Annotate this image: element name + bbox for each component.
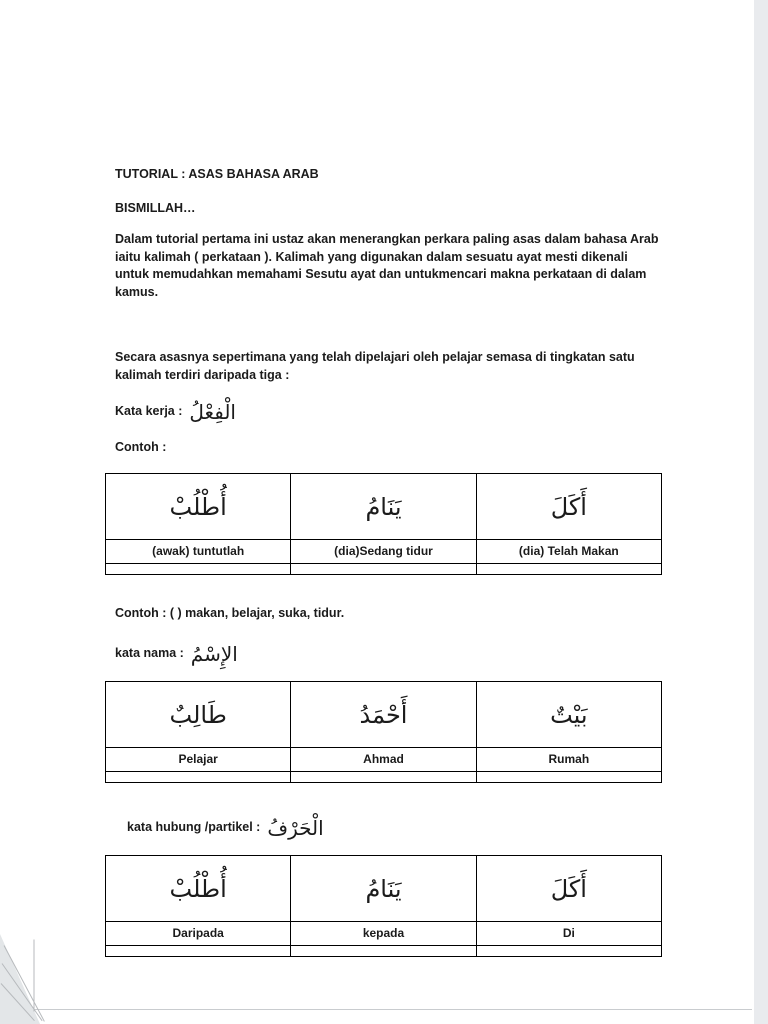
table-cell-label: Rumah xyxy=(476,748,661,772)
kata-nama-arabic: الإِسْمُ xyxy=(190,642,238,666)
table-cell-empty xyxy=(291,772,476,783)
table-cell-arabic: أُطْلُبْ xyxy=(106,856,291,922)
table-cell-arabic: يَنَامُ xyxy=(291,856,476,922)
table-cell-label: (dia) Telah Makan xyxy=(476,540,661,564)
kata-kerja-arabic: الْفِعْلُ xyxy=(189,400,236,424)
table-cell-empty xyxy=(291,946,476,957)
kata-hubung-heading xyxy=(127,813,663,843)
table-row xyxy=(106,682,662,748)
kata-hubung-table xyxy=(105,855,662,957)
table-row xyxy=(106,772,662,783)
kata-kerja-label: Kata kerja : xyxy=(115,404,183,419)
kata-hubung-arabic: الْحَرْفُ xyxy=(267,816,324,840)
table-cell-empty xyxy=(476,772,661,783)
table-row xyxy=(106,748,662,772)
table-cell-arabic: أُطْلُبْ xyxy=(106,474,291,540)
table-cell-empty xyxy=(476,564,661,575)
table-cell-label: kepada xyxy=(291,922,476,946)
table-cell-empty xyxy=(291,564,476,575)
document-content xyxy=(115,166,663,987)
kata-nama-heading xyxy=(115,639,663,669)
kata-hubung-label: kata hubung /partikel : xyxy=(127,820,261,835)
table-cell-arabic: أَكَلَ xyxy=(476,856,661,922)
table-cell-label: Pelajar xyxy=(106,748,291,772)
kata-kerja-table xyxy=(105,473,662,575)
table-row xyxy=(106,922,662,946)
table-row xyxy=(106,946,662,957)
table-cell-arabic: أَكَلَ xyxy=(476,474,661,540)
table-cell-label: (awak) tuntutlah xyxy=(106,540,291,564)
page-title: TUTORIAL : ASAS BAHASA ARAB xyxy=(115,167,319,181)
kata-kerja-heading xyxy=(115,397,663,427)
basis-paragraph: Secara asasnya sepertimana yang telah dipelajari oleh pelajar semasa di tingkatan satu kalimah terdiri daripada tiga : xyxy=(115,350,635,382)
kata-nama-table xyxy=(105,681,662,783)
stacked-pages-corner xyxy=(0,924,80,1024)
kata-nama-label: kata nama : xyxy=(115,646,184,661)
table-cell-label: (dia)Sedang tidur xyxy=(291,540,476,564)
page-edge-bottom xyxy=(34,1009,752,1010)
contoh-label-1: Contoh : xyxy=(115,440,167,454)
table-cell-arabic: يَنَامُ xyxy=(291,474,476,540)
table-cell-arabic: بَيْتٌ xyxy=(476,682,661,748)
table-cell-label: Di xyxy=(476,922,661,946)
table-cell-arabic: أَحْمَدُ xyxy=(291,682,476,748)
table-row xyxy=(106,540,662,564)
intro-paragraph: Dalam tutorial pertama ini ustaz akan menerangkan perkara paling asas dalam bahasa Arab iaitu kalimah ( perkataan ). Kalimah yang digunakan dalam sesuatu ayat mesti dikenali untuk memudahkan memahami Sesutu ayat dan untukmencari makna perkataan di dalam kamus. xyxy=(115,232,659,299)
bismillah-text: BISMILLAH… xyxy=(115,200,196,215)
table-row xyxy=(106,564,662,575)
table-cell-empty xyxy=(106,772,291,783)
table-cell-empty xyxy=(106,946,291,957)
table-cell-label: Ahmad xyxy=(291,748,476,772)
table-cell-empty xyxy=(106,564,291,575)
table-cell-arabic: طَالِبٌ xyxy=(106,682,291,748)
contoh-label-2: Contoh : ( ) makan, belajar, suka, tidur. xyxy=(115,606,345,620)
table-cell-label: Daripada xyxy=(106,922,291,946)
page-edge-shadow-right xyxy=(754,0,768,1024)
table-row xyxy=(106,856,662,922)
table-row xyxy=(106,474,662,540)
table-cell-empty xyxy=(476,946,661,957)
